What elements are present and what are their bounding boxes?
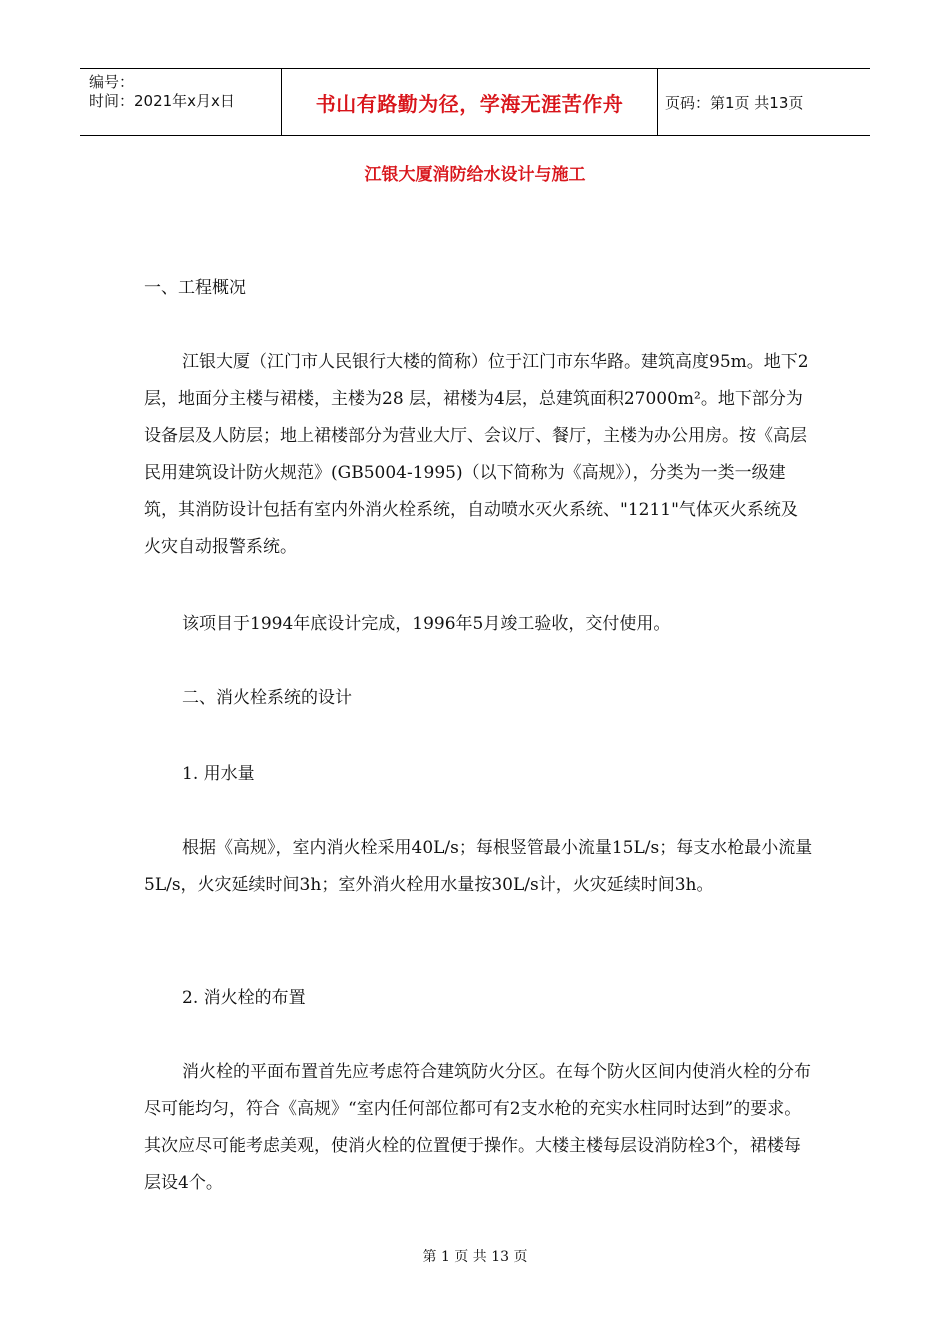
- code-label: 编号：: [89, 73, 135, 91]
- header-page-info: 页码：第1页 共13页: [665, 93, 804, 112]
- page-footer: 第 1 页 共 13 页: [422, 1249, 528, 1265]
- time-label: 时间：2021年x月x日: [89, 92, 235, 110]
- header-motto: 书山有路勤为径，学海无涯苦作舟: [315, 91, 624, 116]
- paragraph-2: [144, 606, 814, 643]
- subsection1-heading: 1. 用水量: [182, 764, 255, 784]
- page-header: [80, 68, 870, 136]
- paragraph-1: [144, 344, 814, 566]
- document-title: 江银大厦消防给水设计与施工: [364, 165, 586, 185]
- paragraph-1-text: 江银大厦（江门市人民银行大楼的简称）位于江门市东华路。建筑高度95m。地下2层，地面分主楼与裙楼，主楼为28 层，裙楼为4层，总建筑面积27000m²。地下部分为设备层及人防层；地上裙楼部分为营业大厅、会议厅、餐厅，主楼为办公用房。按《高层民用建筑设计防火规范》(GB5004-1995)（以下简称为《高规》），分类为一类一级建筑，其消防设计包括有室内外消火栓系统，自动喷水灭火系统、"1211"气体灭火系统及火灾自动报警系统。: [144, 352, 809, 557]
- header-motto-cell: [281, 69, 658, 135]
- paragraph-2-text: 该项目于1994年底设计完成，1996年5月竣工验收，交付使用。: [182, 614, 671, 634]
- header-meta: [80, 69, 280, 135]
- paragraph-3: [144, 830, 814, 904]
- paragraph-3-text: 根据《高规》，室内消火栓采用40L/s；每根竖管最小流量15L/s；每支水枪最小流量5L/s，火灾延续时间3h；室外消火栓用水量按30L/s计，火灾延续时间3h。: [144, 838, 813, 895]
- paragraph-4: [144, 1054, 814, 1202]
- paragraph-4-text: 消火栓的平面布置首先应考虑符合建筑防火分区。在每个防火区间内使消火栓的分布尽可能均匀，符合《高规》“室内任何部位都可有2支水枪的充实水柱同时达到”的要求。其次应尽可能考虑美观，使消火栓的位置便于操作。大楼主楼每层设消防栓3个，裙楼每层设4个。: [144, 1062, 811, 1193]
- section1-heading: 一、工程概况: [144, 278, 246, 298]
- subsection2-heading: 2. 消火栓的布置: [182, 988, 306, 1008]
- section2-heading: 二、消火栓系统的设计: [182, 688, 352, 708]
